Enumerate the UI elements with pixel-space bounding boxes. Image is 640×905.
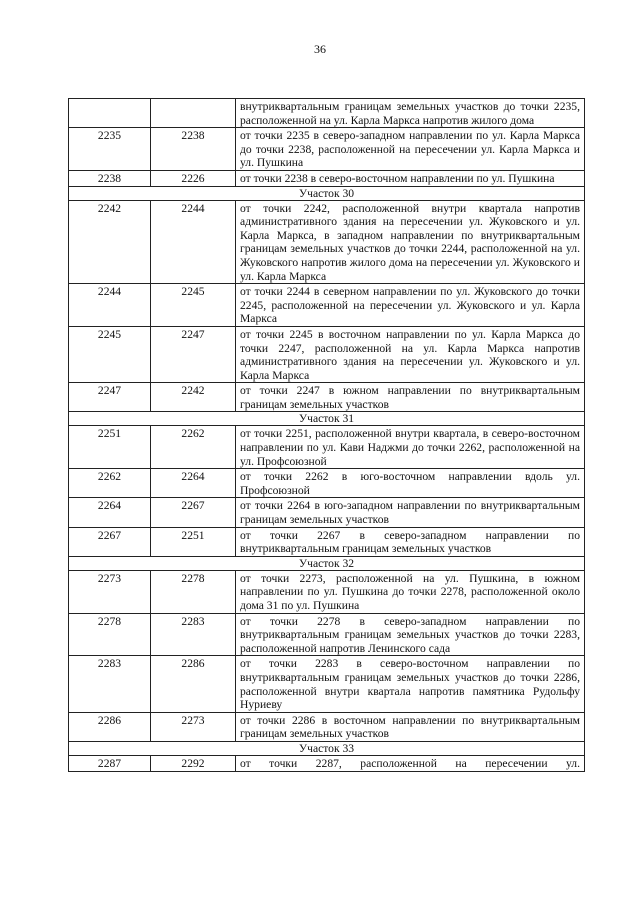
section-row: [69, 186, 585, 200]
table-row: [69, 383, 585, 412]
from-point-cell: 2242: [69, 200, 151, 284]
page-number: 36: [314, 42, 326, 56]
to-point-cell: 2245: [151, 284, 236, 327]
from-point-cell: 2283: [69, 656, 151, 712]
table-row: [69, 200, 585, 284]
table-row: [69, 498, 585, 527]
from-point-cell: [69, 99, 151, 128]
description-cell: от точки 2262 в юго-восточном направлении вдоль ул. Профсоюзной: [236, 469, 585, 498]
description-cell: от точки 2283 в северо-восточном направлении по внутриквартальным границам земельных участков до точки 2286, расположенной внутри квартала напротив памятника Рудольфу Нуриеву: [236, 656, 585, 712]
to-point-cell: 2238: [151, 128, 236, 171]
table-row: [69, 712, 585, 741]
from-point-cell: 2287: [69, 755, 151, 771]
table-row: [69, 426, 585, 469]
boundary-table: [68, 98, 585, 772]
description-cell: от точки 2251, расположенной внутри квартала, в северо-восточном направлении по ул. Кави Наджми до точки 2262, расположенной на ул. Профсоюзной: [236, 426, 585, 469]
from-point-cell: 2238: [69, 170, 151, 186]
table-row: [69, 469, 585, 498]
description-cell: от точки 2242, расположенной внутри квартала напротив административного здания на пересечении ул. Жуковского и ул. Карла Маркса, в западном направлении по внутриквартальным границам земельных участков до точки 2244, расположенной на ул. Жуковского напротив жилого дома на пересечении ул. Жуковского и ул. Карла Маркса: [236, 200, 585, 284]
table-row: [69, 527, 585, 556]
from-point-cell: 2251: [69, 426, 151, 469]
description-cell: от точки 2244 в северном направлении по ул. Жуковского до точки 2245, расположенной на пересечении ул. Жуковского и ул. Карла Маркса: [236, 284, 585, 327]
section-title: Участок 30: [69, 186, 585, 200]
to-point-cell: 2244: [151, 200, 236, 284]
from-point-cell: 2286: [69, 712, 151, 741]
table-row: [69, 326, 585, 382]
to-point-cell: 2292: [151, 755, 236, 771]
from-point-cell: 2264: [69, 498, 151, 527]
to-point-cell: 2226: [151, 170, 236, 186]
description-cell: от точки 2264 в юго-западном направлении по внутриквартальным границам земельных участков: [236, 498, 585, 527]
from-point-cell: 2267: [69, 527, 151, 556]
description-cell: от точки 2278 в северо-западном направлении по внутриквартальным границам земельных участков до точки 2283, расположенной напротив Ленинского сада: [236, 613, 585, 656]
section-row: [69, 412, 585, 426]
to-point-cell: 2251: [151, 527, 236, 556]
from-point-cell: 2247: [69, 383, 151, 412]
from-point-cell: 2235: [69, 128, 151, 171]
to-point-cell: 2267: [151, 498, 236, 527]
section-row: [69, 741, 585, 755]
table-row: [69, 99, 585, 128]
to-point-cell: 2273: [151, 712, 236, 741]
from-point-cell: 2278: [69, 613, 151, 656]
description-cell: от точки 2247 в южном направлении по внутриквартальным границам земельных участков: [236, 383, 585, 412]
description-cell: от точки 2245 в восточном направлении по ул. Карла Маркса до точки 2247, расположенной на ул. Карла Маркса напротив административного здания на пересечении ул. Жуковского и ул. Карла Маркса: [236, 326, 585, 382]
section-title: Участок 33: [69, 741, 585, 755]
description-cell: от точки 2286 в восточном направлении по внутриквартальным границам земельных участков: [236, 712, 585, 741]
table-row: [69, 170, 585, 186]
from-point-cell: 2244: [69, 284, 151, 327]
section-title: Участок 32: [69, 556, 585, 570]
section-title: Участок 31: [69, 412, 585, 426]
description-cell: от точки 2273, расположенной на ул. Пушкина, в южном направлении по ул. Пушкина до точки 2278, расположенной около дома 31 по ул. Пушкина: [236, 570, 585, 613]
to-point-cell: 2286: [151, 656, 236, 712]
to-point-cell: [151, 99, 236, 128]
to-point-cell: 2278: [151, 570, 236, 613]
to-point-cell: 2242: [151, 383, 236, 412]
from-point-cell: 2245: [69, 326, 151, 382]
description-cell: от точки 2267 в северо-западном направлении по внутриквартальным границам земельных участков: [236, 527, 585, 556]
description-cell: от точки 2238 в северо-восточном направлении по ул. Пушкина: [236, 170, 585, 186]
table-row: [69, 128, 585, 171]
table-row: [69, 613, 585, 656]
to-point-cell: 2264: [151, 469, 236, 498]
table-row: [69, 656, 585, 712]
from-point-cell: 2273: [69, 570, 151, 613]
description-cell: от точки 2287, расположенной на пересечении ул.: [236, 755, 585, 771]
to-point-cell: 2283: [151, 613, 236, 656]
to-point-cell: 2262: [151, 426, 236, 469]
table-row: [69, 755, 585, 771]
description-cell: внутриквартальным границам земельных участков до точки 2235, расположенной на ул. Карла Маркса напротив жилого дома: [236, 99, 585, 128]
from-point-cell: 2262: [69, 469, 151, 498]
table-row: [69, 284, 585, 327]
description-cell: от точки 2235 в северо-западном направлении по ул. Карла Маркса до точки 2238, расположенной на пересечении ул. Карла Маркса и ул. Пушкина: [236, 128, 585, 171]
section-row: [69, 556, 585, 570]
to-point-cell: 2247: [151, 326, 236, 382]
table-row: [69, 570, 585, 613]
